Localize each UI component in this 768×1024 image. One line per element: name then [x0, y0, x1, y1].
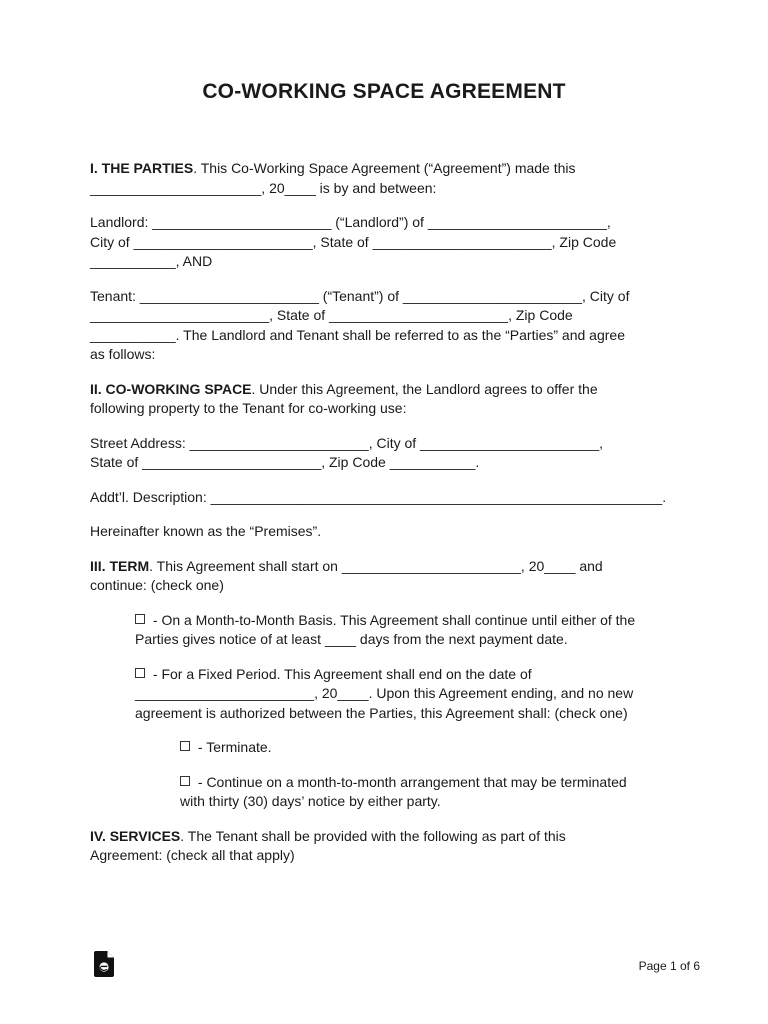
premises-line: Hereinafter known as the “Premises”. — [90, 523, 322, 539]
option-text: - For a Fixed Period. This Agreement shall end on the date of — [149, 665, 532, 682]
tenant-line: ___________. The Landlord and Tenant shall be referred to as the “Parties” and agree — [90, 326, 625, 343]
section-text: . This Co-Working Space Agreement (“Agreement”) made this — [193, 160, 576, 176]
section-text: Agreement: (check all that apply) — [90, 847, 295, 863]
option-text: agreement is authorized between the Parties, this Agreement shall: (check one) — [135, 704, 628, 721]
continue-checkbox[interactable] — [180, 776, 190, 786]
address-line: Street Address: _______________________, City of _______________________, — [90, 434, 604, 451]
section-parties — [90, 159, 690, 198]
eforms-logo-icon — [94, 951, 114, 982]
tenant-line: Tenant: _______________________ (“Tenant”) of _______________________, City of — [90, 287, 630, 304]
landlord-line: ___________, AND — [90, 253, 213, 269]
month-to-month-checkbox[interactable] — [135, 614, 145, 624]
address-block — [90, 434, 690, 473]
option-text: - Continue on a month-to-month arrangement that may be terminated — [194, 773, 627, 790]
option-fixed-period — [135, 665, 690, 724]
section-text: . Under this Agreement, the Landlord agrees to offer the — [251, 380, 598, 397]
option-text: - Terminate. — [194, 739, 272, 755]
landlord-line: City of _______________________, State of _______________________, Zip Code — [90, 233, 617, 250]
page-number: Page 1 of 6 — [638, 959, 700, 973]
section-heading: III. TERM — [90, 557, 150, 574]
section-text: . The Tenant shall be provided with the following as part of this — [180, 827, 566, 844]
option-text: with thirty (30) days’ notice by either party. — [180, 793, 441, 809]
landlord-block — [90, 213, 690, 272]
option-month-to-month — [135, 611, 690, 650]
section-term — [90, 557, 690, 596]
section-text: . This Agreement shall start on _______________________, 20____ and — [149, 557, 603, 574]
document-title: CO-WORKING SPACE AGREEMENT — [202, 80, 566, 103]
suboption-terminate — [180, 738, 690, 758]
tenant-block — [90, 287, 690, 365]
address-line: State of _______________________, Zip Code ___________. — [90, 454, 480, 470]
section-heading: II. CO-WORKING SPACE — [90, 380, 252, 397]
section-text: ______________________, 20____ is by and between: — [90, 179, 437, 196]
description-line: Addt’l. Description: __________________________________________________________. — [90, 488, 667, 505]
section-services — [90, 827, 690, 866]
tenant-line: _______________________, State of _______________________, Zip Code — [90, 307, 573, 323]
landlord-line: Landlord: _______________________ (“Landlord”) of _______________________, — [90, 214, 611, 230]
option-text: Parties gives notice of at least ____ days from the next payment date. — [135, 631, 568, 647]
section-text: following property to the Tenant for co-working use: — [90, 400, 407, 416]
document-body — [90, 159, 690, 881]
option-text: _______________________, 20____. Upon this Agreement ending, and no new — [135, 685, 634, 701]
section-heading: IV. SERVICES — [90, 827, 181, 844]
section-text: continue: (check one) — [90, 577, 224, 593]
tenant-line: as follows: — [90, 346, 156, 362]
terminate-checkbox[interactable] — [180, 741, 190, 751]
section-coworking-space — [90, 380, 690, 419]
section-heading: I. THE PARTIES — [90, 160, 194, 176]
suboption-continue — [180, 773, 690, 812]
option-text: - On a Month-to-Month Basis. This Agreement shall continue until either of the — [149, 611, 636, 628]
fixed-period-checkbox[interactable] — [135, 668, 145, 678]
